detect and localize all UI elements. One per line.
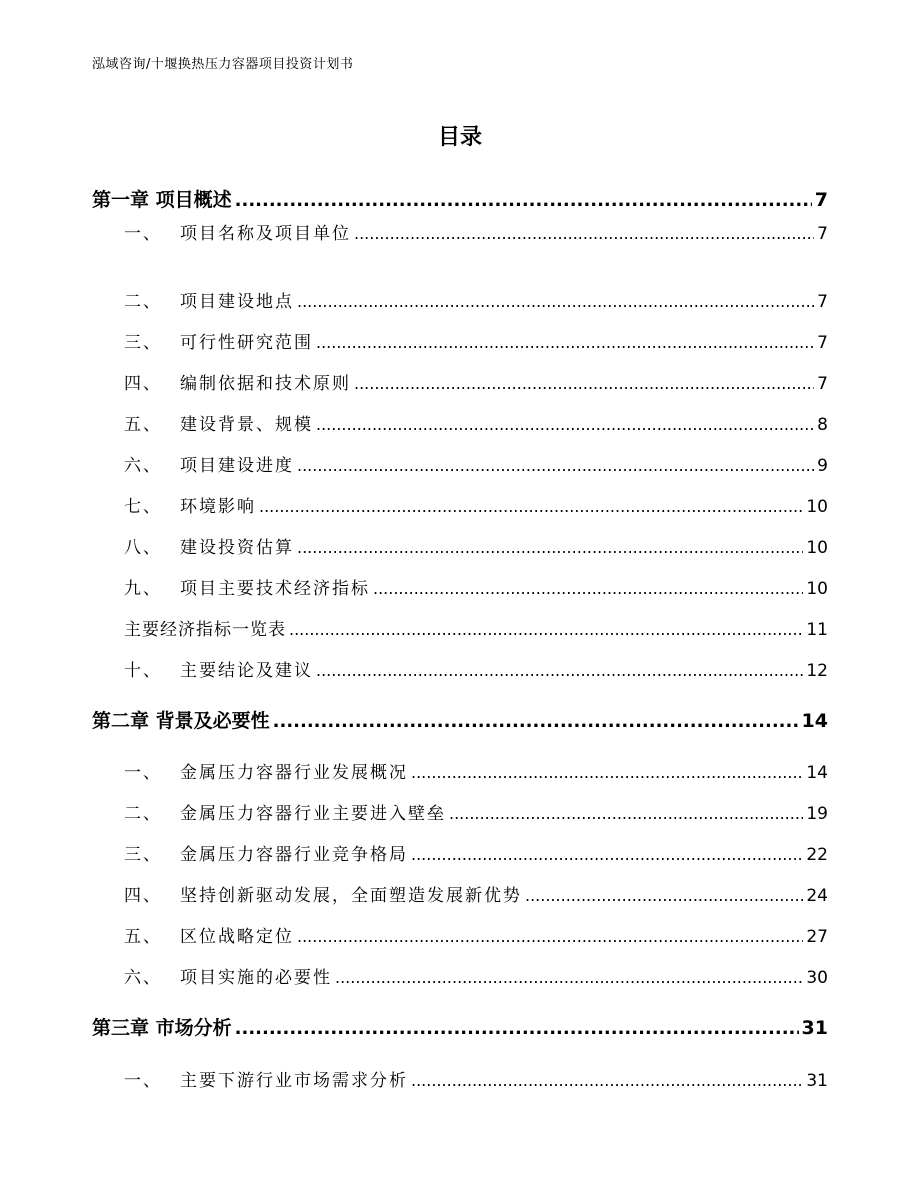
toc-section[interactable] (124, 963, 828, 988)
leader-dots (297, 292, 814, 311)
leader-dots (525, 886, 803, 905)
page-number: 12 (806, 661, 828, 681)
section-number: 五、 (124, 927, 162, 947)
leader-dots (297, 538, 803, 557)
toc-section[interactable] (124, 369, 828, 394)
section-title: 环境影响 (180, 497, 256, 517)
section-number: 三、 (124, 845, 162, 865)
page-number: 31 (806, 1071, 828, 1091)
section-title: 区位战略定位 (180, 927, 294, 947)
toc-section[interactable] (124, 451, 828, 476)
leader-dots (354, 224, 814, 243)
page-number: 7 (817, 292, 828, 312)
page-number: 27 (806, 927, 828, 947)
section-title: 坚持创新驱动发展，全面塑造发展新优势 (180, 886, 522, 906)
leader-dots (411, 1071, 803, 1090)
chapter-number: 第一章 (92, 189, 150, 211)
section-number: 四、 (124, 886, 162, 906)
section-title: 可行性研究范围 (180, 333, 313, 353)
section-number: 三、 (124, 333, 162, 353)
leader-dots (235, 1018, 799, 1039)
section-title: 项目实施的必要性 (180, 968, 332, 988)
toc-section[interactable] (124, 287, 828, 312)
section-title: 建设投资估算 (180, 538, 294, 558)
toc-section[interactable] (124, 799, 828, 824)
section-title: 项目主要技术经济指标 (180, 579, 370, 599)
section-title: 金属压力容器行业竞争格局 (180, 845, 408, 865)
section-number: 一、 (124, 763, 162, 783)
page-number: 7 (817, 374, 828, 394)
chapter-number: 第三章 (92, 1017, 150, 1039)
toc-section[interactable] (124, 219, 828, 244)
section-number: 一、 (124, 224, 162, 244)
leader-dots (235, 190, 812, 211)
leader-dots (273, 711, 799, 732)
page-number: 10 (806, 497, 828, 517)
leader-dots (316, 333, 814, 352)
toc-chapter-3[interactable] (92, 1013, 828, 1040)
section-number: 九、 (124, 579, 162, 599)
toc-section[interactable] (124, 533, 828, 558)
section-number: 五、 (124, 415, 162, 435)
toc-section[interactable] (124, 492, 828, 517)
page-number: 30 (806, 968, 828, 988)
page-number: 8 (817, 415, 828, 435)
section-number: 二、 (124, 804, 162, 824)
section-number: 八、 (124, 538, 162, 558)
page-number: 7 (817, 224, 828, 244)
toc-section[interactable] (124, 656, 828, 681)
page-number: 24 (806, 886, 828, 906)
leader-dots (411, 845, 803, 864)
section-title: 编制依据和技术原则 (180, 374, 351, 394)
page-number: 14 (801, 710, 828, 732)
section-number: 六、 (124, 456, 162, 476)
leader-dots (297, 456, 814, 475)
toc-chapter-1[interactable] (92, 185, 828, 212)
page-number: 10 (806, 538, 828, 558)
toc-section[interactable] (124, 574, 828, 599)
toc-section[interactable] (124, 328, 828, 353)
leader-dots (259, 497, 803, 516)
page-number: 14 (806, 763, 828, 783)
page-number: 7 (814, 189, 828, 211)
section-number: 十、 (124, 661, 162, 681)
page-number: 9 (817, 456, 828, 476)
section-title: 项目建设地点 (180, 292, 294, 312)
leader-dots (289, 620, 803, 639)
section-title: 项目建设进度 (180, 456, 294, 476)
section-title: 主要下游行业市场需求分析 (180, 1071, 408, 1091)
toc-table-entry[interactable] (124, 615, 828, 640)
leader-dots (354, 374, 814, 393)
page-title: 目录 (437, 125, 482, 150)
toc-section[interactable] (124, 922, 828, 947)
section-number: 四、 (124, 374, 162, 394)
chapter-title: 市场分析 (155, 1017, 232, 1039)
page-number: 22 (806, 845, 828, 865)
page-number: 31 (801, 1017, 828, 1039)
section-number: 六、 (124, 968, 162, 988)
page-number: 19 (806, 804, 828, 824)
toc-chapter-2[interactable] (92, 706, 828, 733)
toc-section[interactable] (124, 840, 828, 865)
toc-section[interactable] (124, 881, 828, 906)
section-title: 建设背景、规模 (180, 415, 313, 435)
section-number: 一、 (124, 1071, 162, 1091)
section-title: 金属压力容器行业主要进入壁垒 (180, 804, 446, 824)
section-number: 二、 (124, 292, 162, 312)
leader-dots (297, 927, 803, 946)
toc-section[interactable] (124, 758, 828, 783)
leader-dots (316, 661, 803, 680)
chapter-title: 背景及必要性 (155, 710, 270, 732)
section-title: 主要结论及建议 (180, 661, 313, 681)
leader-dots (449, 804, 803, 823)
chapter-title: 项目概述 (155, 189, 232, 211)
leader-dots (411, 763, 803, 782)
chapter-number: 第二章 (92, 710, 150, 732)
leader-dots (373, 579, 803, 598)
section-title: 项目名称及项目单位 (180, 224, 351, 244)
section-title: 金属压力容器行业发展概况 (180, 763, 408, 783)
toc-section[interactable] (124, 410, 828, 435)
page-number: 7 (817, 333, 828, 353)
page-number: 10 (806, 579, 828, 599)
leader-dots (335, 968, 803, 987)
section-title: 主要经济指标一览表 (124, 620, 286, 640)
page-header: 泓域咨询/十堰换热压力容器项目投资计划书 (92, 57, 354, 72)
toc-section[interactable] (124, 1066, 828, 1091)
section-number: 七、 (124, 497, 162, 517)
leader-dots (316, 415, 814, 434)
page-number: 11 (806, 620, 828, 640)
